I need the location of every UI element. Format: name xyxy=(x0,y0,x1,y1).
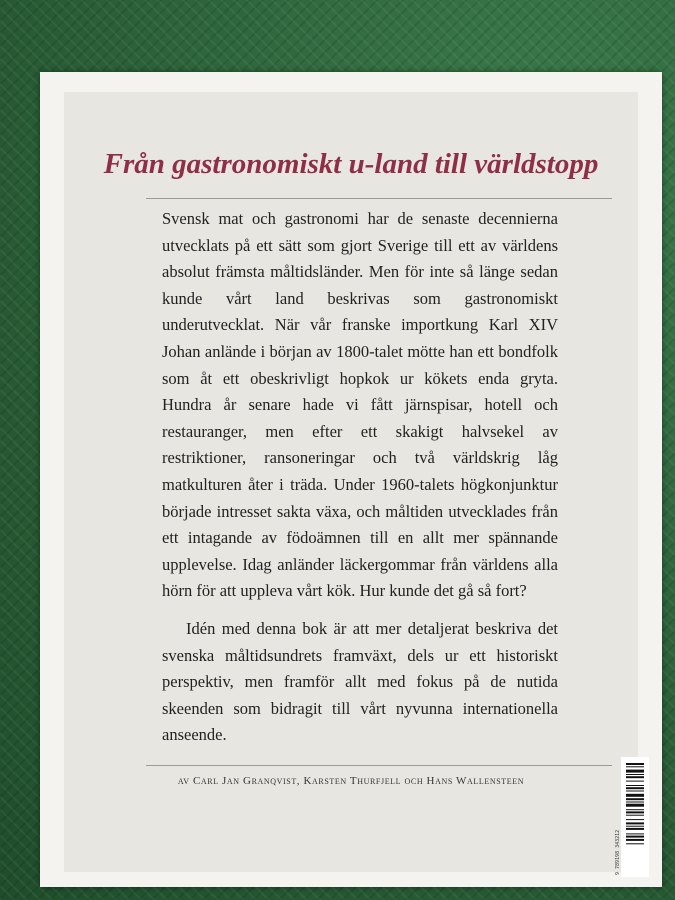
book-back-cover xyxy=(40,72,662,887)
blurb-paragraph-1: Svensk mat och gastronomi har de senaste decennierna utvecklats på ett sätt som gjort Sverige till ett av världens absolut främsta måltidsländer. Men för inte så länge sedan kunde vårt land beskrivas som gastronomiskt underutvecklat. När vår franske importkung Karl XIV Johan anlände i början av 1800-talet mötte han ett bondfolk som åt ett obeskrivligt hopkok ur kökets enda gryta. Hundra år senare hade vi fått järnspisar, hotell och restauranger, men efter ett skakigt halvsekel av restriktioner, ransoneringar och två världskrig låg matkulturen åter i träda. Under 1960-talets högkonjunktur började intresset sakta växa, och måltiden utvecklades från ett intagande av födoämnen till en allt mer spännande upplevelse. Idag anländer läckergommar från världens alla hörn för att uppleva vårt kök. Hur kunde det gå så fort? xyxy=(162,209,558,601)
book-title: Från gastronomiskt u-land till världstopp xyxy=(103,148,599,180)
barcode-number: 9 789198 343212 xyxy=(615,829,621,875)
bottom-divider xyxy=(146,765,612,766)
top-divider xyxy=(146,198,612,199)
cover-panel xyxy=(64,92,638,875)
isbn-barcode xyxy=(621,757,649,877)
author-credits: av Carl Jan Granqvist, Karsten Thurfjell och Hans Wallensteen xyxy=(177,775,525,787)
blurb-paragraph-2: Idén med denna bok är att mer detaljerat beskriva det svenska måltidsundrets framväxt, dels ur ett historiskt perspektiv, men framför allt med fokus på de nutida skeenden som bidragit till vårt nyvunna internationella anseende. xyxy=(162,618,558,745)
blurb-text xyxy=(162,206,558,749)
